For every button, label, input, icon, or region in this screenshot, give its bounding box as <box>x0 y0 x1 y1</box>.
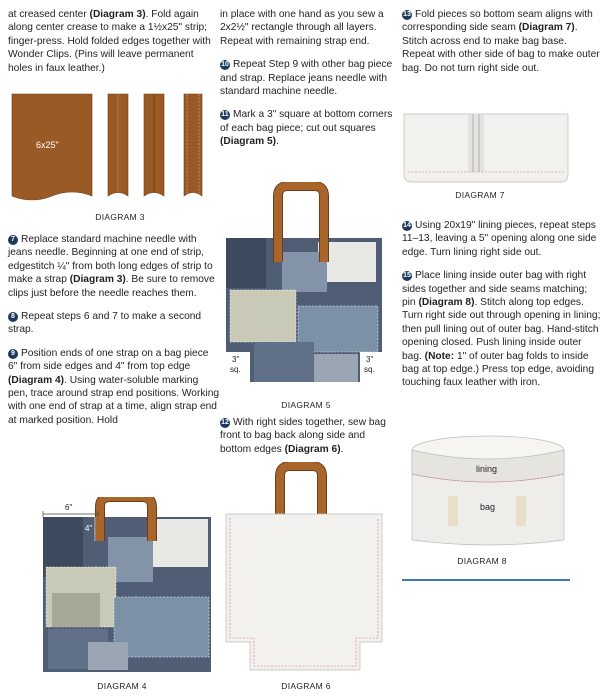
step-12: 12 With right sides together, sew bag front to bag back along side and bottom edges (Diagram 6). <box>220 417 386 455</box>
right-square-size: 3" <box>366 355 374 364</box>
column-1-steps <box>8 233 220 427</box>
diagram-3 <box>8 92 220 208</box>
column-3-steps <box>402 219 602 390</box>
diagram-6 <box>222 462 386 676</box>
strap-stitched <box>184 94 202 196</box>
step-number: 8 <box>8 312 18 322</box>
step-7: 7 Replace standard machine needle with jeans needle. Beginning at one end of strip, edgestitch ¼" from both long edges of strip to make a strap (Diagram 3). Be sure to remove clips just before the needle reaches them. <box>8 234 215 299</box>
diagram-5-caption: DIAGRAM 5 <box>281 400 331 410</box>
diagram-8 <box>404 432 572 550</box>
step-14: 14 Using 20x19" lining pieces, repeat steps 11–13, leaving a 5" opening along one side edge. Turn lining right side out. <box>402 220 597 258</box>
diagram-6-caption: DIAGRAM 6 <box>281 681 331 691</box>
strap-size-label: 6x25" <box>36 140 59 150</box>
left-square-size: 3" <box>232 355 240 364</box>
diagram-7-caption: DIAGRAM 7 <box>455 190 505 200</box>
six-inch-label: 6" <box>65 503 73 512</box>
diagram-7 <box>402 110 570 186</box>
step-9-continued: in place with one hand as you sew a 2x2½" rectangle through all layers. Repeat with remaining strap end. <box>220 9 384 47</box>
column-2 <box>220 8 398 149</box>
divider-rule <box>402 579 570 581</box>
step-number: 12 <box>221 419 229 426</box>
paragraph-continued: at creased center (Diagram 3). Fold again along center crease to make a 1½x25" strip; finger-press. Hold folded edges together with Wonder Clips. (Pins will leave permanent holes in faux leather.) <box>8 9 211 74</box>
lining-label: lining <box>476 464 498 474</box>
step-number: 9 <box>8 349 18 359</box>
left-square-unit: sq. <box>230 365 241 374</box>
step-9: 9 Position ends of one strap on a bag piece 6" from side edges and 4" from top edge (Diagram 4). Using water-soluble marking pen, trace around strap end positions. Working with one end of strap at a time, align strap end at marked position. Hold <box>8 347 220 426</box>
step-number: 15 <box>403 272 411 280</box>
column-1 <box>8 8 220 75</box>
step-13: 13 Fold pieces so bottom seam aligns with corresponding side seam (Diagram 7). Stitch across end to make bag base. Repeat with other side of bag to make outer bag. Do not turn right side out. <box>402 9 600 74</box>
step-10: 10 Repeat Step 9 with other bag piece and strap. Replace jeans needle with standard machine needle. <box>220 59 393 98</box>
bag-label: bag <box>480 502 496 512</box>
diagram-5 <box>222 182 386 394</box>
step-number: 7 <box>8 235 18 245</box>
step-15: 15 Place lining inside outer bag with right sides together and side seams matching; pin (Diagram 8). Stitch along top edges. Turn right side out through opening in lining; then pull lining out of outer bag. Hand-stitch opening closed. Push lining inside outer bag. (Note: 1" of outer bag folds to inside bag at top edge.) Press top edge, avoiding touching faux leather with iron. <box>402 270 601 389</box>
step-8: 8 Repeat steps 6 and 7 to make a second strap. <box>8 311 202 336</box>
diagram-8-caption: DIAGRAM 8 <box>457 556 507 566</box>
step-11: 11 Mark a 3" square at bottom corners of each bag piece; cut out squares (Diagram 5). <box>220 109 393 148</box>
diagram-4-caption: DIAGRAM 4 <box>97 681 147 691</box>
diagram-4 <box>38 497 218 677</box>
step-number: 14 <box>403 222 411 229</box>
diagram-3-caption: DIAGRAM 3 <box>95 212 145 222</box>
step-number: 10 <box>221 61 229 69</box>
four-inch-label: 4" <box>85 524 93 533</box>
right-square-unit: sq. <box>364 365 375 374</box>
column-2-step-12 <box>220 416 398 456</box>
step-number: 11 <box>221 111 229 119</box>
column-3 <box>402 8 602 75</box>
step-number: 13 <box>403 11 411 18</box>
